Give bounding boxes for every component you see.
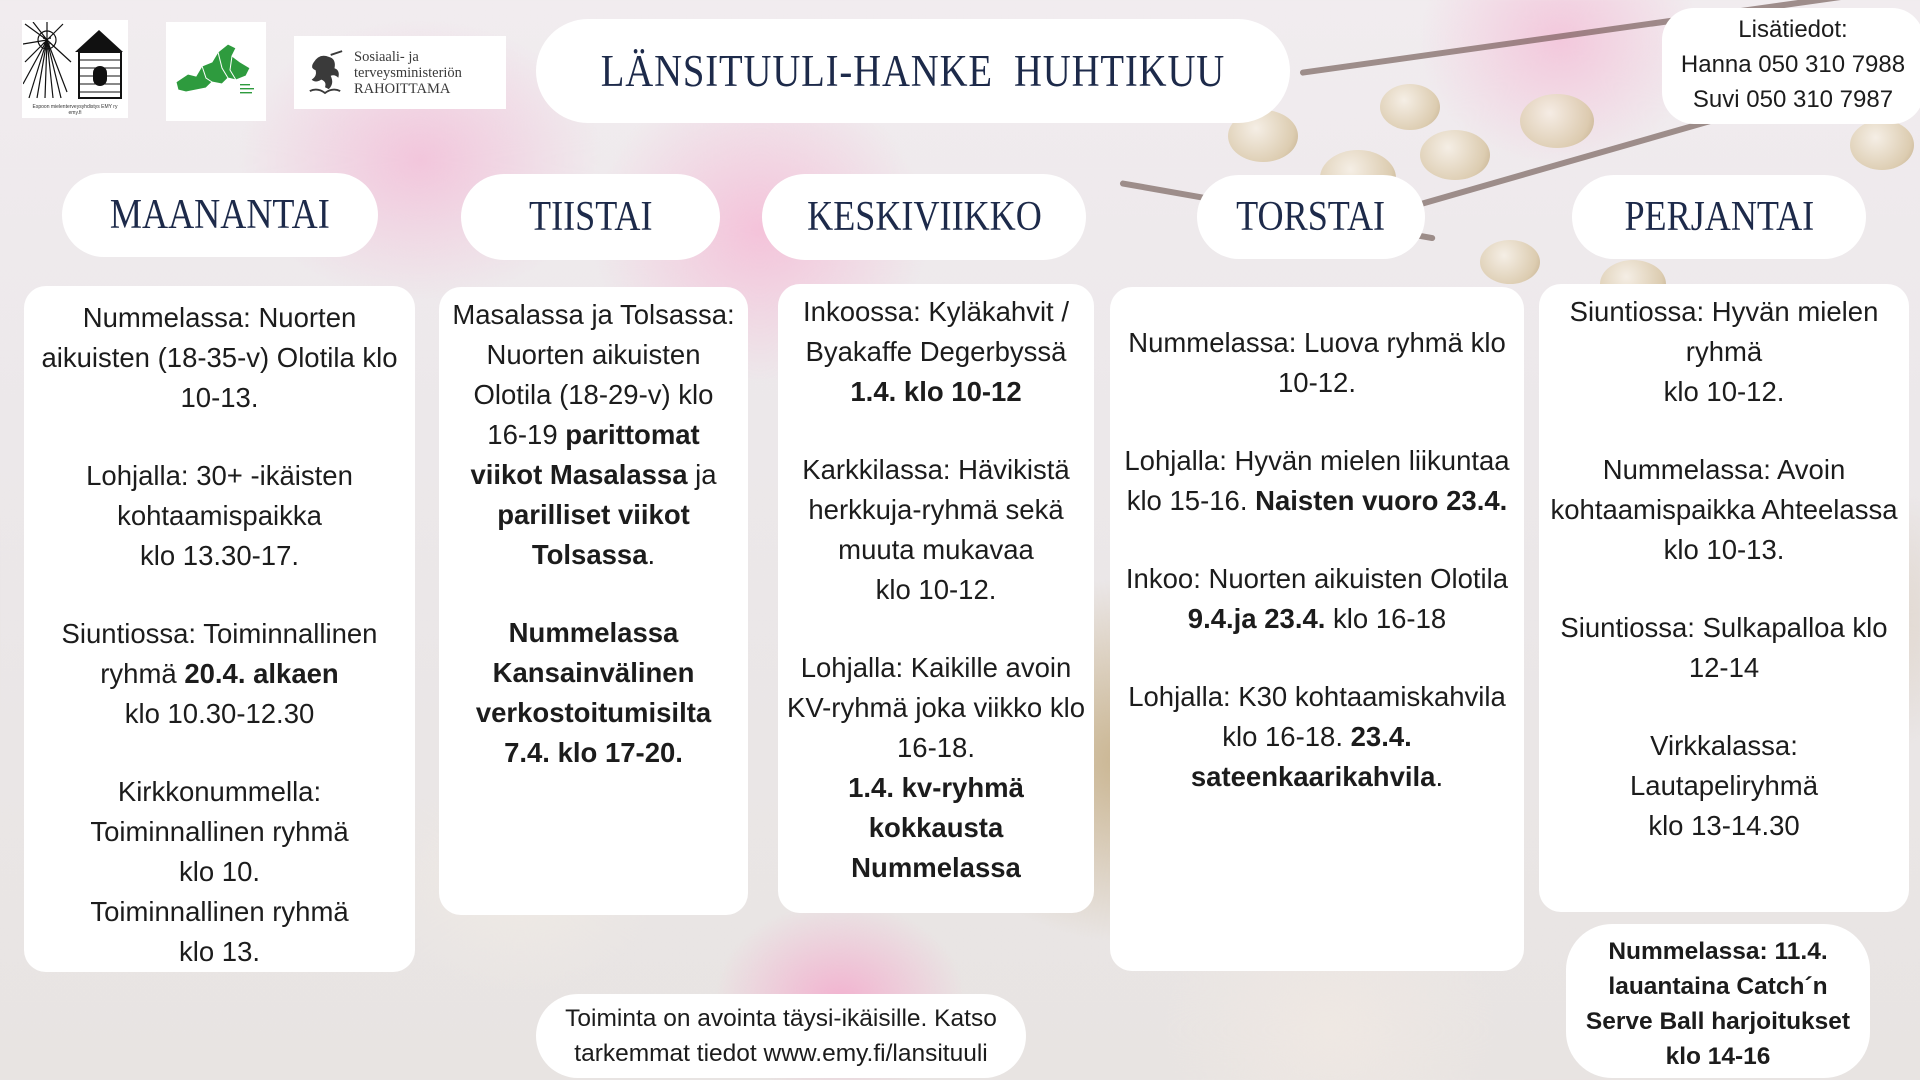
day-card-friday	[1539, 284, 1909, 912]
activity-text: Siuntiossa: Toiminnallinen ryhmä	[61, 618, 378, 689]
contact-suvi: Suvi 050 310 7987	[1692, 86, 1894, 113]
day-header-tuesday	[461, 174, 720, 260]
activity-entry	[1549, 450, 1899, 570]
activity-text: Nummelassa: Luova ryhmä klo 10-12.	[1128, 327, 1506, 398]
activity-entry	[451, 613, 736, 773]
contact-info-box	[1662, 8, 1920, 124]
day-name: MAANANTAI	[110, 192, 330, 238]
activity-entry	[34, 614, 405, 734]
contact-hanna: Hanna 050 310 7988	[1680, 51, 1906, 78]
activity-highlight: Naisten vuoro 23.4.	[1255, 485, 1508, 516]
day-card-tuesday	[439, 287, 748, 915]
activity-text: klo 10-12.	[875, 574, 997, 605]
activity-text: klo 13.30-17.	[140, 540, 299, 571]
day-card-thursday	[1110, 287, 1524, 971]
activity-entry	[1549, 292, 1899, 412]
activity-highlight: 1.4. kv-ryhmä kokkausta Nummelassa	[848, 772, 1024, 883]
activity-entry	[34, 456, 405, 576]
special-event-box	[1566, 924, 1870, 1078]
activity-text: Masalassa ja Tolsassa: Nuorten aikuisten Olotila (18-29-v) klo 16-19	[452, 299, 735, 450]
activity-text: Inkoo: Nuorten aikuisten Olotila	[1125, 563, 1509, 594]
day-name: PERJANTAI	[1624, 194, 1814, 240]
activity-entry	[451, 295, 736, 575]
activity-text: .	[647, 539, 656, 570]
activity-text: Nummelassa: Avoin kohtaamispaikka Ahteelassa klo 10-13.	[1550, 454, 1898, 565]
activity-text: Siuntiossa: Sulkapalloa klo 12-14	[1560, 612, 1888, 683]
activity-highlight: 1.4. klo 10-12	[850, 376, 1022, 407]
lansi-uusimaa-map-logo	[166, 22, 266, 121]
activity-entry	[1116, 677, 1518, 797]
activity-text: Toiminnallinen ryhmä	[90, 896, 349, 927]
activity-text: Kirkkonummella:	[117, 776, 322, 807]
activity-highlight: 9.4.ja 23.4.	[1187, 603, 1326, 634]
activity-text: Lohjalla: K30 kohtaamiskahvila klo 16-18.	[1128, 681, 1506, 752]
info-label: Lisätiedot:	[1738, 16, 1848, 43]
activity-text: Lohjalla: Hyvän mielen liikuntaa klo 15-16.	[1124, 445, 1510, 516]
lion-coat-of-arms-icon	[306, 49, 344, 97]
day-card-wednesday	[778, 284, 1094, 913]
activity-entry	[1549, 608, 1899, 688]
activity-text: Lohjalla: Kaikille avoin KV-ryhmä joka viikko klo 16-18.	[786, 652, 1085, 763]
activity-text: ja	[687, 459, 717, 490]
stm-line-2: terveysministeriön	[354, 64, 462, 81]
day-name: KESKIVIIKKO	[806, 194, 1042, 240]
activity-text: klo 10.	[178, 856, 261, 887]
activity-text: Toiminnallinen ryhmä	[90, 816, 349, 847]
activity-highlight: parilliset viikot Tolsassa	[497, 499, 690, 570]
page-title: LÄNSITUULI-HANKE HUHTIKUU	[600, 46, 1226, 96]
activity-text: Inkoossa: Kyläkahvit / Byakaffe Degerbyssä	[803, 296, 1069, 367]
activity-highlight: 20.4. alkaen	[184, 658, 339, 689]
stm-line-3: RAHOITTAMA	[354, 80, 451, 97]
activity-text: klo 13-14.30	[1648, 810, 1800, 841]
footer-note	[536, 994, 1026, 1078]
event-line-3: Serve Ball harjoitukset	[1585, 1008, 1851, 1035]
activity-text: klo 10.30-12.30	[124, 698, 315, 729]
activity-entry	[1116, 323, 1518, 403]
day-name: TORSTAI	[1236, 194, 1386, 240]
activity-text: klo 10-12.	[1663, 376, 1785, 407]
activity-text: .	[1435, 761, 1444, 792]
activity-entry	[1549, 726, 1899, 846]
day-header-friday	[1572, 175, 1866, 259]
activity-text: Virkkalassa:	[1650, 730, 1798, 761]
footer-line-1: Toiminta on avointa täysi-ikäisille. Katso	[565, 1005, 997, 1032]
emy-logo	[22, 20, 128, 118]
day-header-thursday	[1197, 175, 1425, 259]
activity-entry	[1116, 441, 1518, 521]
stm-line-1: Sosiaali- ja	[354, 48, 419, 65]
day-card-monday	[24, 286, 415, 972]
event-line-2: lauantaina Catch´n	[1608, 973, 1828, 1000]
activity-text: klo 13.	[178, 936, 261, 967]
activity-text: Lohjalla: 30+ -ikäisten kohtaamispaikka	[86, 460, 353, 531]
footer-line-2: tarkemmat tiedot www.emy.fi/lansituuli	[574, 1040, 988, 1067]
activity-highlight: 23.4. sateenkaarikahvila	[1190, 721, 1436, 792]
activity-entry	[1116, 559, 1518, 639]
activity-text: Karkkilassa: Hävikistä herkkuja-ryhmä sekä muuta mukavaa	[802, 454, 1070, 565]
activity-entry	[34, 298, 405, 418]
title-box	[536, 19, 1290, 123]
activity-text: Lautapeliryhmä	[1629, 770, 1819, 801]
day-header-monday	[62, 173, 378, 257]
emy-house-sun-icon	[23, 22, 127, 104]
event-line-1: Nummelassa: 11.4.	[1608, 938, 1828, 965]
activity-highlight: Nummelassa Kansainvälinen verkostoitumisilta 7.4. klo 17-20.	[475, 617, 712, 768]
activity-text: klo 16-18	[1325, 603, 1447, 634]
stm-logo	[294, 36, 506, 109]
day-name: TIISTAI	[528, 194, 653, 240]
green-map-icon	[166, 22, 266, 121]
activity-highlight: parittomat viikot Masalassa	[470, 419, 700, 490]
activity-entry	[786, 648, 1086, 888]
activity-entry	[34, 772, 405, 972]
activity-text: Siuntiossa: Hyvän mielen ryhmä	[1569, 296, 1879, 367]
emy-logo-text: Espoon mielenterveysyhdistys EMY ry emy.fi	[32, 104, 118, 116]
activity-entry	[786, 450, 1086, 610]
day-header-wednesday	[762, 174, 1086, 260]
activity-entry	[786, 292, 1086, 412]
activity-text: Nummelassa: Nuorten aikuisten (18-35-v) Olotila klo 10-13.	[41, 302, 398, 413]
event-line-4: klo 14-16	[1665, 1043, 1771, 1070]
